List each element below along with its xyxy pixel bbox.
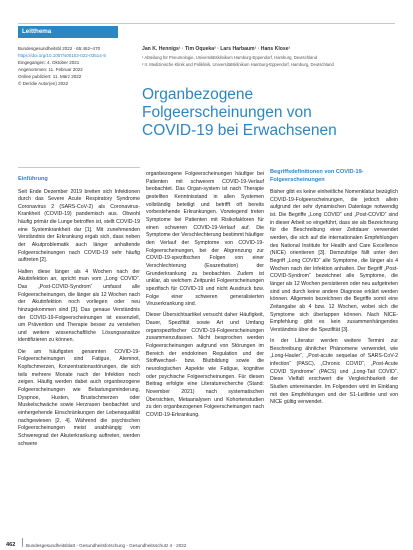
text-column-3	[270, 169, 398, 410]
meta-published: Online publiziert: 11. März 2022	[18, 73, 82, 79]
title-line: Folgeerscheinungen von	[142, 104, 312, 121]
affiliation-1: ¹ Abteilung für Pneumologie, Universitätsklinikum Hamburg-Eppendorf, Hamburg, Deutschland	[142, 55, 318, 60]
body-paragraph: Die am häufigsten genannten COVID-19-Folgeerscheinungen sind Fatigue, Atemnot, Kopfschmerzen, Konzentrationsstörungen, die sich teils mehrere Monate nach der Infektion noch zeigen. Häufig werden dabei auch organbezogene Folgeerscheinungen wie Belastungsminderung, Dyspnoe, Husten, Brustschmerzen oder Muskelschwäche sowie Herzrasen beobachtet und einhergehende Einschränkungen der Lebensqualität nachgewiesen [2, 4]. Während die psychischen Folgeerscheinungen meist unabhängig vom Schweregrad der Akuterkrankung auftreten, werden schwere	[18, 348, 140, 447]
meta-accepted: Angenommen: 11. Februar 2022	[18, 66, 83, 72]
body-paragraph: Halten diese länger als 4 Wochen nach der Akutinfektion an, spricht man vom „Long COVID“. Das „Post-COVID-Syndrom“ umfasst alle Folgeerscheinungen, die länger als 12 Wochen nach der Akutinfektion noch vorliegen oder neu hinzugekommen sind [3]. Das genaue Verständnis der COVID-19-Folgeerscheinungen ist essenziell, um Prävention und Therapie besser zu verstehen und weitere wissenschaftliche Lösungsansätze identifizieren zu können.	[18, 268, 140, 344]
meta-copyright: © Der/die Autor(en) 2022	[18, 80, 69, 86]
meta-citation: Bundesgesundheitsbl 2022 · 65:462–470	[18, 46, 101, 51]
text-column-1	[18, 176, 140, 452]
top-rule	[18, 23, 395, 24]
section-tag: Leitthema	[18, 26, 118, 38]
journal-footer-text: Bundesgesundheitsblatt - Gesundheitsforschung - Gesundheitsschutz 4 · 2022	[26, 543, 187, 548]
page-footer	[0, 540, 413, 550]
affiliations	[142, 55, 404, 69]
title-line: COVID-19 bei Erwachsenen	[142, 122, 337, 139]
page-number: 462	[6, 542, 16, 548]
article-meta	[18, 46, 136, 87]
body-paragraph: organbezogene Folgeerscheinungen häufiger bei Patienten mit schwerem COVID-19-Verlauf beobachtet. Das Organ-system ist nach Therapie gestellten Kenntnisstand in allen Systemen vollständig beteiligt und betrifft oft bereits vorbestehende Erkrankungen. Vorwiegend treten Symptome bei Patienten mit Risikofaktoren für einen schweren COVID-19-Verlauf auf. Die Symptome der Verschlechterung bestimmt häufiger den Verlauf der Symptome von COVID-19-Folgeerscheinungen, bei der Abgrenzung zur COVID-19-spezifischen Folgen von einer Verschlechterung (Exazerbation) der Grunderkrankung zu beobachten. Zudem ist unklar, ab welchem Zeitpunkt Folgeerscheinungen spezifisch für COVID-19 und nicht Ausdruck bzw. Folge einer schweren generalisierten Viruserkrankung sind.	[146, 171, 264, 308]
article-title	[142, 86, 404, 140]
meta-doi-link[interactable]: https://doi.org/10.1007/s00103-022-03514-5	[18, 52, 106, 58]
title-line: Organbezogene	[142, 86, 254, 103]
body-paragraph: Dieser Übersichtsartikel versucht daher Häufigkeit, Dauer, Spezifität sowie Art und Umfang organspezifischer COVID-19-Folgeerscheinungen zusammenzufassen. Nicht besprochen werden Folgeerscheinungen aufgrund von Störungen im Bereich der endokrinen Regulation und der Stoffwechsel- bzw. Blutbildung sowie die neurologischen Aspekte wie Fatigue, kognitive oder psychische Folgeerscheinungen. Für diesen Beitrag erfolgte eine Literaturrecherche (Stand: November 2021) nach systematischen Übersichten, Metaanalysen und Kohortenstudien zu den organbezogenen Folgeerscheinungen nach COVID-19-Erkrankung.	[146, 312, 264, 418]
section-heading-introduction: Einführung	[18, 176, 48, 182]
body-paragraph: In der Literatur werden weitere Termini zur Beschreibung ähnlicher Phänomene verwendet, wie „Long-Hauler“, „Post-acute sequelae of SARS-CoV-2 infection“ (PASC), „Chronic COVID“, „Post-Acute COVID Syndrome“ (PACS) und „Long-Tail COVID“. Diese Vielfalt erschwert die Vergleichbarkeit der Studien untereinander. Im Folgenden wird im Einklang mit den Empfehlungen und der S1-Leitlinie und von NICE gültig verwendet.	[270, 337, 398, 406]
body-paragraph: Bisher gibt es keine einheitliche Nomenklatur bezüglich COVID-19-Folgeerscheinungen, die jedoch allein aufgrund der sehr dynamischen Datenlage notwendig ist. Die Begriffe „Long COVID“ und „Post-COVID“ sind in dieser Arbeit so eingeführt, dass sie als Bezeichnung für die Beschreibung einer Zeitdauer verwendet werden, die sich auf die internationalen Empfehlungen des National Institute for Health and Care Excellence (NICE) orientieren [3]. Demzufolge fällt unter den Begriff „Long COVID“ alle Symptome, die länger als 4 Wochen nach der Infektion anhalten. Der Begriff „Post-COVID-Syndrom“ bezeichnet alle Symptome, die länger als 12 Wochen persistieren oder neu aufgetreten sind und durch keine andere Diagnose erklärt werden können. Allgemein bezeichnen die Begriffe somit eine Zeitangabe ab 4 bzw. 12 Wochen, wobei sich die Symptome sich überlappen können. Nach NICE-Empfehlung gibt es kein zusammenhängendes Verständnis über die Spezifität [3].	[270, 189, 398, 333]
body-paragraph: Seit Ende Dezember 2019 breiten sich Infektionen durch das Severe Acute Respiratory Syndrome Coronavirus 2 (SARS-CoV-2) als Coronavirus-Krankheit (COVID-19) pandemisch aus. Obwohl häufig primär die Lunge betroffen ist, stellt COVID-19 eine Systemkrankheit dar [1]. Mit zunehmenden Verständnis der Erkrankung ergab sich, dass neben der Akutproblematik auch länger anhaltende Folgeerscheinungen nach COVID-19 sehr häufig auftreten [2].	[18, 188, 140, 264]
footer-divider	[22, 538, 23, 547]
affiliation-2: ² II. Medizinische Klinik und Poliklinik, Universitätsklinikum Hamburg-Eppendorf, Hamburg, Deutschland	[142, 61, 334, 67]
author-list: Jan K. Hennigs¹ · Tim Oqueka² · Lars Harbaum¹ · Hans Klose¹	[142, 46, 291, 52]
text-column-2	[146, 171, 264, 423]
section-heading-definitions: Begriffsdefinitionen von COVID-19-Folgeerscheinungen	[270, 169, 364, 183]
meta-received: Eingegangen: 4. Oktober 2021	[18, 59, 80, 65]
section-rule	[18, 167, 140, 168]
